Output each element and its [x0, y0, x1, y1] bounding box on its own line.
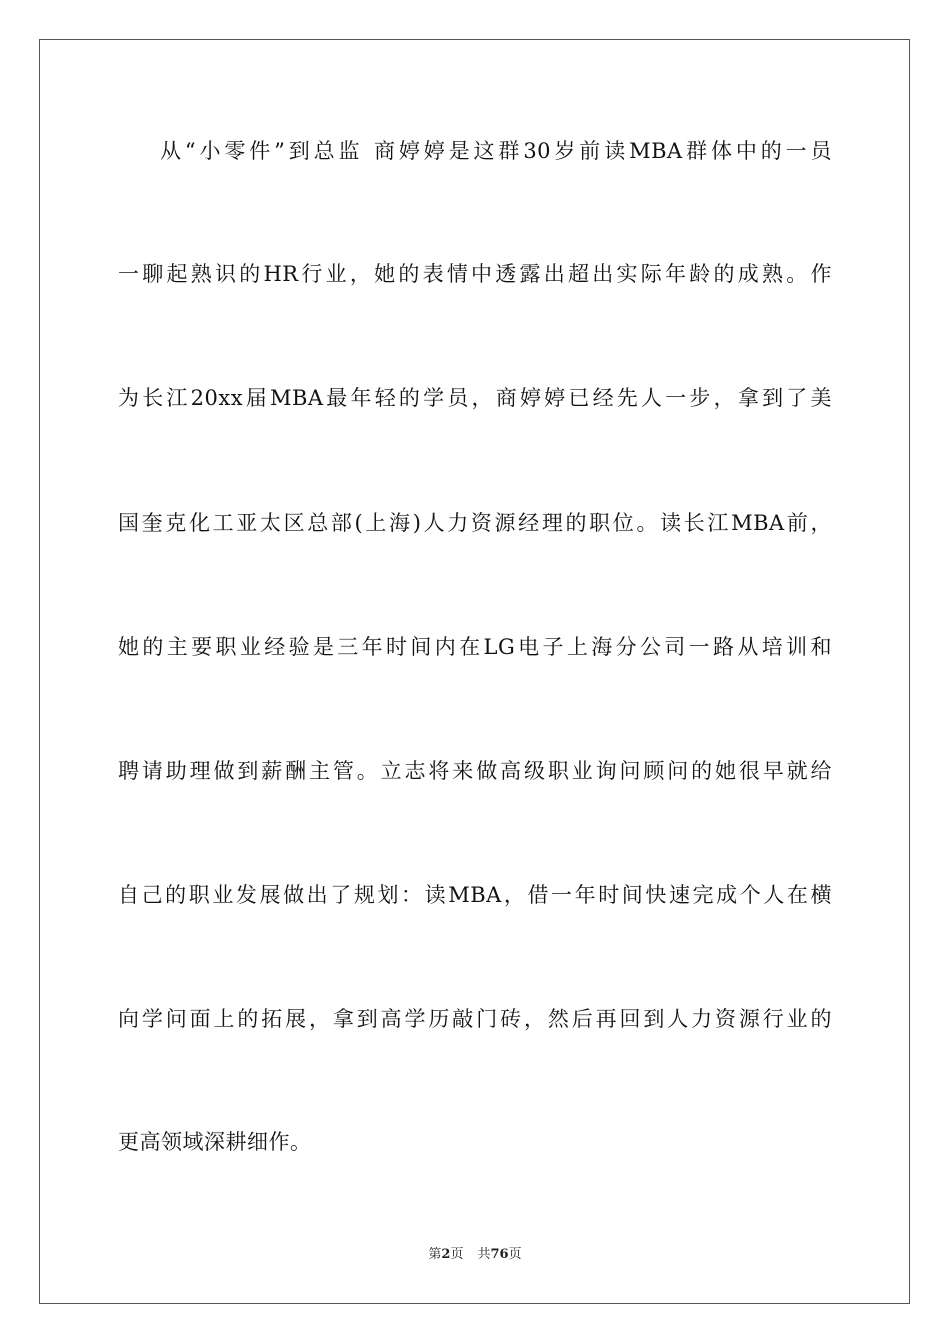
- paragraph-line-5: 她的主要职业经验是三年时间内在LG电子上海分公司一路从培训和: [118, 635, 832, 659]
- page-prefix: 第: [428, 1247, 442, 1262]
- paragraph-line-6: 聘请助理做到薪酬主管。立志将来做高级职业询问顾问的她很早就给: [118, 759, 832, 783]
- page-suffix: 页: [450, 1247, 464, 1262]
- page-number: 2: [441, 1247, 451, 1262]
- paragraph-line-2: 一聊起熟识的HR行业，她的表情中透露出超出实际年龄的成熟。作: [118, 262, 832, 286]
- paragraph-line-4: 国奎克化工亚太区总部(上海)人力资源经理的职位。读长江MBA前，: [118, 511, 832, 535]
- paragraph-line-8: 向学问面上的拓展，拿到高学历敲门砖，然后再回到人力资源行业的: [118, 1007, 832, 1031]
- total-prefix: 共: [477, 1247, 491, 1262]
- paragraph-line-7: 自己的职业发展做出了规划：读MBA，借一年时间快速完成个人在横: [118, 883, 832, 907]
- page-border: [39, 39, 910, 1304]
- total-suffix: 页: [508, 1247, 522, 1262]
- total-pages: 76: [490, 1247, 509, 1262]
- paragraph-line-1: 从“小零件”到总监 商婷婷是这群30岁前读MBA群体中的一员: [160, 139, 832, 163]
- page-footer: [0, 1247, 950, 1263]
- paragraph-line-9: 更高领域深耕细作。: [118, 1130, 312, 1154]
- paragraph-line-3: 为长江20xx届MBA最年轻的学员，商婷婷已经先人一步，拿到了美: [118, 386, 832, 410]
